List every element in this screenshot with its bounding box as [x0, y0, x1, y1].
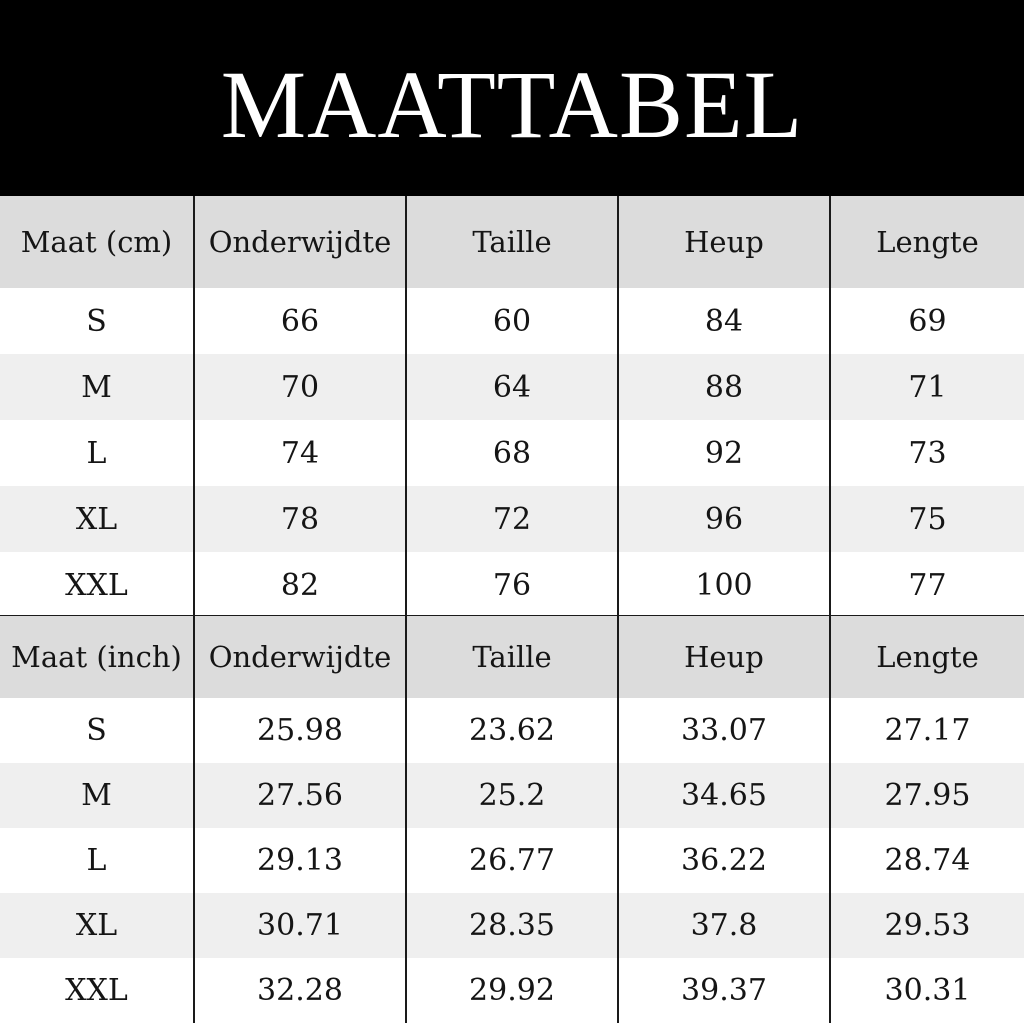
cell-hip: 36.22: [618, 828, 830, 893]
table-row: [0, 552, 1024, 618]
column-header-size: Maat (inch): [0, 616, 194, 698]
cell-length: 27.17: [830, 698, 1024, 763]
cell-size: L: [0, 420, 194, 486]
column-header-waist: Taille: [406, 616, 618, 698]
cell-size: XL: [0, 893, 194, 958]
title-banner: [0, 0, 1024, 196]
column-header-length: Lengte: [830, 196, 1024, 288]
cell-size: L: [0, 828, 194, 893]
column-header-length: Lengte: [830, 616, 1024, 698]
cell-size: S: [0, 288, 194, 354]
cell-hip: 96: [618, 486, 830, 552]
table-row: [0, 354, 1024, 420]
cell-size: S: [0, 698, 194, 763]
cell-hip: 84: [618, 288, 830, 354]
cell-size: XXL: [0, 958, 194, 1023]
cell-waist: 60: [406, 288, 618, 354]
cell-length: 27.95: [830, 763, 1024, 828]
size-table-cm: [0, 196, 1024, 618]
cell-waist: 25.2: [406, 763, 618, 828]
cell-length: 28.74: [830, 828, 1024, 893]
cell-waist: 29.92: [406, 958, 618, 1023]
cell-hip: 34.65: [618, 763, 830, 828]
page-title: MAATTABEL: [220, 50, 804, 158]
cell-hip: 37.8: [618, 893, 830, 958]
cell-underbust: 82: [194, 552, 406, 618]
column-header-size: Maat (cm): [0, 196, 194, 288]
cell-underbust: 29.13: [194, 828, 406, 893]
cell-size: M: [0, 763, 194, 828]
cell-size: XXL: [0, 552, 194, 618]
table-row: [0, 893, 1024, 958]
table-row: [0, 828, 1024, 893]
cell-underbust: 66: [194, 288, 406, 354]
column-header-hip: Heup: [618, 616, 830, 698]
table-row: [0, 958, 1024, 1023]
cell-length: 77: [830, 552, 1024, 618]
cell-underbust: 25.98: [194, 698, 406, 763]
cell-underbust: 78: [194, 486, 406, 552]
size-table-inch: [0, 616, 1024, 1023]
table-row: [0, 486, 1024, 552]
cell-underbust: 27.56: [194, 763, 406, 828]
column-header-hip: Heup: [618, 196, 830, 288]
table-row: [0, 763, 1024, 828]
cell-length: 75: [830, 486, 1024, 552]
cell-length: 71: [830, 354, 1024, 420]
cell-waist: 64: [406, 354, 618, 420]
cell-waist: 76: [406, 552, 618, 618]
column-header-underbust: Onderwijdte: [194, 616, 406, 698]
cell-size: XL: [0, 486, 194, 552]
cell-hip: 33.07: [618, 698, 830, 763]
cell-size: M: [0, 354, 194, 420]
header-row: [0, 196, 1024, 288]
cell-waist: 26.77: [406, 828, 618, 893]
column-header-underbust: Onderwijdte: [194, 196, 406, 288]
cell-underbust: 32.28: [194, 958, 406, 1023]
cell-length: 30.31: [830, 958, 1024, 1023]
table-row: [0, 420, 1024, 486]
cell-underbust: 70: [194, 354, 406, 420]
header-row: [0, 616, 1024, 698]
table-row: [0, 288, 1024, 354]
cell-length: 69: [830, 288, 1024, 354]
cell-waist: 28.35: [406, 893, 618, 958]
cell-hip: 100: [618, 552, 830, 618]
cell-hip: 88: [618, 354, 830, 420]
table-row: [0, 698, 1024, 763]
cell-length: 73: [830, 420, 1024, 486]
column-header-waist: Taille: [406, 196, 618, 288]
cell-waist: 68: [406, 420, 618, 486]
cell-waist: 72: [406, 486, 618, 552]
cell-underbust: 74: [194, 420, 406, 486]
cell-underbust: 30.71: [194, 893, 406, 958]
cell-hip: 39.37: [618, 958, 830, 1023]
cell-hip: 92: [618, 420, 830, 486]
cell-waist: 23.62: [406, 698, 618, 763]
cell-length: 29.53: [830, 893, 1024, 958]
